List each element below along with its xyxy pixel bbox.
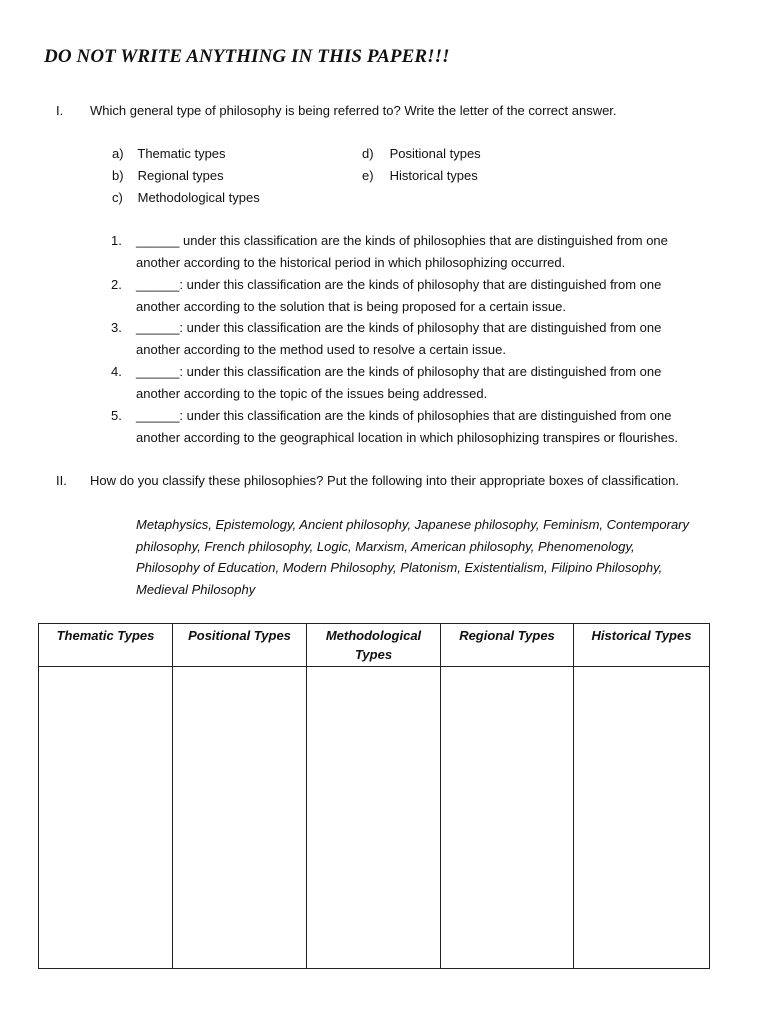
philosophy-list-line-4: Medieval Philosophy	[136, 582, 256, 597]
header-positional-types: Positional Types	[173, 624, 307, 667]
item-4-line-2: another according to the topic of the issues being addressed.	[136, 386, 488, 401]
item-2-line-1: ______: under this classification are the kinds of philosophy that are distinguished from one	[136, 277, 662, 292]
option-text: Historical types	[389, 168, 478, 183]
item-3-number: 3.	[111, 320, 122, 335]
option-letter: b)	[112, 168, 124, 183]
table-header-row	[39, 624, 710, 667]
option-b	[112, 165, 224, 187]
philosophy-list-line-1: Metaphysics, Epistemology, Ancient philosophy, Japanese philosophy, Feminism, Contemporary	[136, 517, 690, 532]
header-historical-types: Historical Types	[574, 624, 710, 667]
page-title: DO NOT WRITE ANYTHING IN THIS PAPER!!!	[44, 46, 450, 67]
table-row	[39, 667, 710, 969]
option-c	[112, 187, 260, 209]
section-2-question: How do you classify these philosophies? Put the following into their appropriate boxes of classification.	[90, 473, 679, 488]
regional-types-cell	[441, 667, 574, 969]
option-text: Methodological types	[137, 190, 260, 205]
item-1-number: 1.	[111, 233, 122, 248]
header-thematic-types: Thematic Types	[39, 624, 173, 667]
item-2-number: 2.	[111, 277, 122, 292]
item-4-line-1: ______: under this classification are the kinds of philosophy that are distinguished from one	[136, 364, 662, 379]
thematic-types-cell	[39, 667, 173, 969]
section-1-numeral: I.	[56, 103, 64, 118]
item-1-line-2: another according to the historical period in which philosophizing occurred.	[136, 255, 566, 270]
positional-types-cell	[173, 667, 307, 969]
option-letter: d)	[362, 146, 374, 161]
option-e	[362, 165, 478, 187]
classification-table	[38, 623, 710, 969]
option-text: Regional types	[137, 168, 224, 183]
option-a	[112, 143, 226, 165]
option-letter: a)	[112, 146, 124, 161]
item-3-line-1: ______: under this classification are the kinds of philosophy that are distinguished from one	[136, 320, 662, 335]
item-5-line-2: another according to the geographical location in which philosophizing transpires or flourishes.	[136, 430, 678, 445]
item-2-line-2: another according to the solution that is being proposed for a certain issue.	[136, 299, 566, 314]
item-1-line-1: ______ under this classification are the kinds of philosophies that are distinguished from one	[136, 233, 668, 248]
option-text: Positional types	[389, 146, 481, 161]
header-regional-types: Regional Types	[441, 624, 574, 667]
item-4-number: 4.	[111, 364, 122, 379]
section-1-question: Which general type of philosophy is being referred to? Write the letter of the correct answer.	[90, 103, 617, 118]
methodological-types-cell	[307, 667, 441, 969]
philosophy-list-line-2: philosophy, French philosophy, Logic, Marxism, American philosophy, Phenomenology,	[136, 539, 635, 554]
philosophy-list-line-3: Philosophy of Education, Modern Philosophy, Platonism, Existentialism, Filipino Philosophy,	[136, 560, 663, 575]
header-methodological-types: Methodological Types	[307, 624, 441, 667]
option-letter: c)	[112, 190, 123, 205]
option-letter: e)	[362, 168, 374, 183]
item-5-line-1: ______: under this classification are the kinds of philosophies that are distinguished from one	[136, 408, 672, 423]
option-d	[362, 143, 481, 165]
option-text: Thematic types	[137, 146, 226, 161]
historical-types-cell	[574, 667, 710, 969]
item-3-line-2: another according to the method used to resolve a certain issue.	[136, 342, 506, 357]
section-2-numeral: II.	[56, 473, 67, 488]
item-5-number: 5.	[111, 408, 122, 423]
